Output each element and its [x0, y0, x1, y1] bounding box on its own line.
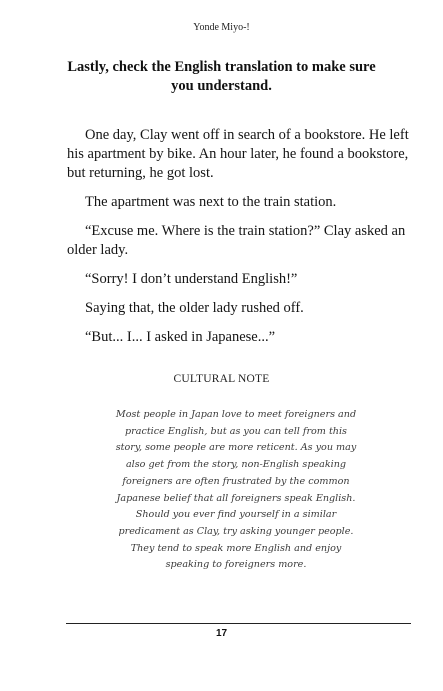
story-paragraph: One day, Clay went off in search of a bookstore. He left his apartment by bike. An hour later, he found a bookstore, but returning, he got lost. [67, 127, 409, 181]
story-paragraph: “Excuse me. Where is the train station?” Clay asked an older lady. [67, 223, 406, 258]
section-heading: Lastly, check the English translation to make sure you understand. [67, 59, 376, 94]
cultural-note-body: Most people in Japan love to meet foreigners and practice English, but as you can tell from this story, some people are more reticent. As you may also get from the story, non-English speaking foreigners are often frustrated by the common Japanese belief that all foreigners speak English. Should you ever find yourself in a similar predicament as Clay, try asking younger people. They tend to speak more English and enjoy speaking to foreigners more. [115, 409, 357, 571]
story-paragraph: “Sorry! I don’t understand English!” [85, 271, 298, 287]
page-number: 17 [215, 628, 228, 639]
story-paragraph: The apartment was next to the train station. [85, 194, 337, 210]
story-paragraph: Saying that, the older lady rushed off. [85, 300, 304, 316]
story-text [67, 126, 415, 357]
cultural-note-heading: CULTURAL NOTE [173, 373, 270, 385]
footer-divider [66, 623, 411, 624]
running-header: Yonde Miyo-! [193, 22, 250, 33]
story-paragraph: “But... I... I asked in Japanese...” [85, 329, 276, 345]
